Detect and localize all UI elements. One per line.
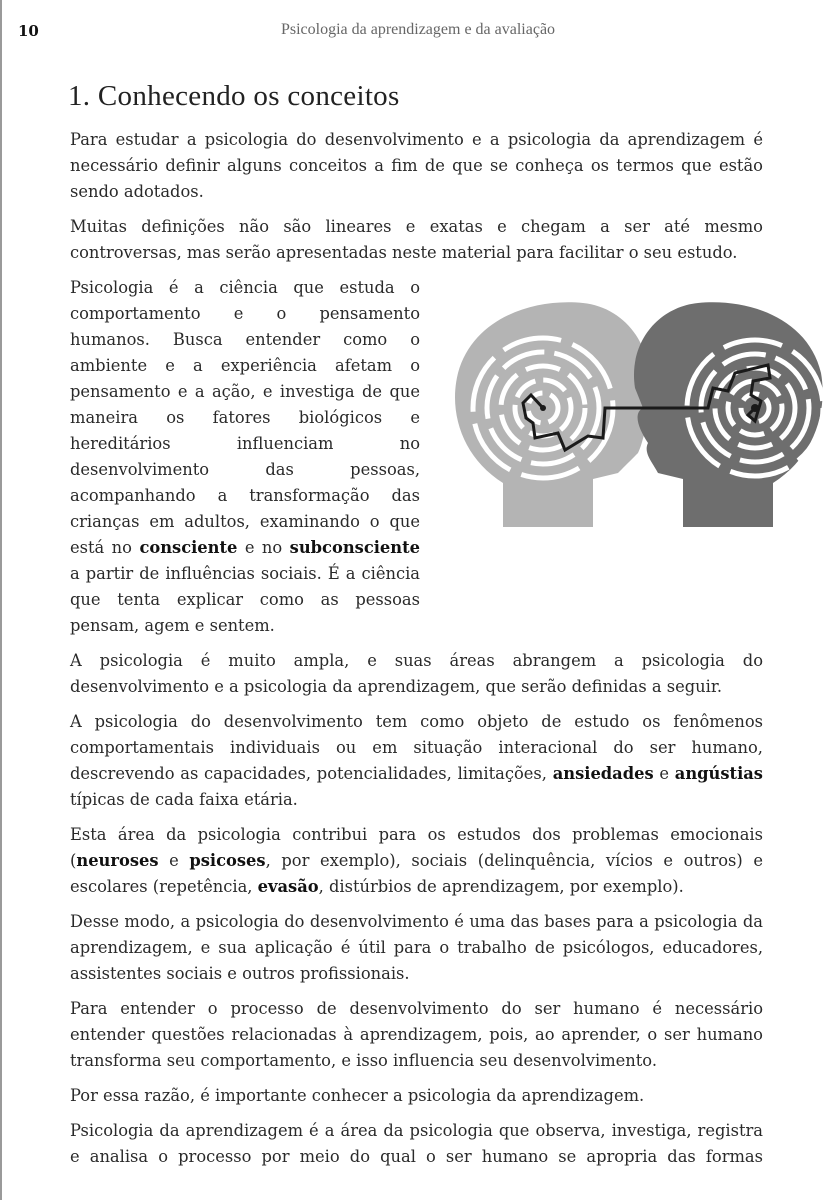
two-heads-maze-connected-icon: [443, 293, 832, 533]
bold-term: subconsciente: [289, 538, 420, 557]
text-run: a partir de influências sociais. É a ciência que tenta explicar como as pessoas pensam, agem e sentem.: [70, 564, 420, 635]
text-run: Esta área da psicologia contribui para os estudos dos problemas emocionais (: [70, 825, 763, 870]
text-run: e: [653, 764, 675, 783]
text-run: Para entender o processo de desenvolvimento do ser humano é necessário entender questões relacionadas à aprendizagem, pois, ao aprender, o ser humano transforma seu comportamento, e isso influencia seu desenvolvimento.: [70, 999, 763, 1070]
paragraph: [70, 1118, 763, 1170]
text-run: , distúrbios de aprendizagem, por exemplo).: [318, 877, 684, 896]
text-run: Para estudar a psicologia do desenvolvimento e a psicologia da aprendizagem é necessário definir alguns conceitos a fim de que se conheça os termos que estão sendo adotados.: [70, 130, 763, 201]
text-run: e no: [237, 538, 290, 557]
text-run: típicas de cada faixa etária.: [70, 790, 298, 809]
paragraph: [70, 214, 763, 266]
paragraph: [70, 709, 763, 813]
text-run: A psicologia é muito ampla, e suas áreas abrangem a psicologia do desenvolvimento e a psicologia da aprendizagem, que serão definidas a seguir.: [70, 651, 763, 696]
bold-term: angústias: [674, 764, 763, 783]
paragraph: [70, 648, 763, 700]
paragraph: [70, 275, 420, 639]
text-run: Psicologia é a ciência que estuda o comportamento e o pensamento humanos. Busca entender como o ambiente e a experiência afetam o pensamento e a ação, e investiga de que maneira os fatores biológicos e hereditários influenciam no desenvolvimento das pessoas, acompanhando a transformação das crianças em adultos, examinando o que está no: [70, 278, 420, 557]
paragraph: [70, 1083, 763, 1109]
bold-term: neuroses: [76, 851, 159, 870]
section-title: 1. Conhecendo os conceitos: [68, 80, 400, 112]
paragraph: [70, 996, 763, 1074]
paragraph: [70, 822, 763, 900]
page-number: 10: [18, 22, 39, 40]
bold-term: consciente: [139, 538, 238, 557]
paragraph: [70, 127, 763, 205]
running-header: Psicologia da aprendizagem e da avaliação: [280, 21, 556, 38]
text-run: Desse modo, a psicologia do desenvolvimento é uma das bases para a psicologia da aprendizagem, e sua aplicação é útil para o trabalho de psicólogos, educadores, assistentes sociais e outros profissionais.: [70, 912, 763, 983]
text-run: Psicologia da aprendizagem é a área da psicologia que observa, investiga, registra e analisa o processo por meio do qual o ser humano se apropria das formas: [70, 1121, 763, 1166]
text-run: Muitas definições não são lineares e exatas e chegam a ser até mesmo controversas, mas serão apresentadas neste material para facilitar o seu estudo.: [70, 217, 763, 262]
text-run: e: [158, 851, 190, 870]
text-run: A psicologia do desenvolvimento tem como objeto de estudo os fenômenos comportamentais individuais ou em situação interacional do ser humano, descrevendo as capacidades, potencialidades, limitações,: [70, 712, 763, 783]
bold-term: evasão: [257, 877, 319, 896]
text-run: Por essa razão, é importante conhecer a psicologia da aprendizagem.: [70, 1086, 645, 1105]
body-text: [70, 127, 763, 1179]
bold-term: ansiedades: [552, 764, 654, 783]
text-run: , por exemplo), sociais (delinquência, vícios e outros) e escolares (repetência,: [70, 851, 763, 896]
figure-two-heads-maze: [443, 293, 832, 533]
paragraph: [70, 909, 763, 987]
bold-term: psicoses: [189, 851, 266, 870]
